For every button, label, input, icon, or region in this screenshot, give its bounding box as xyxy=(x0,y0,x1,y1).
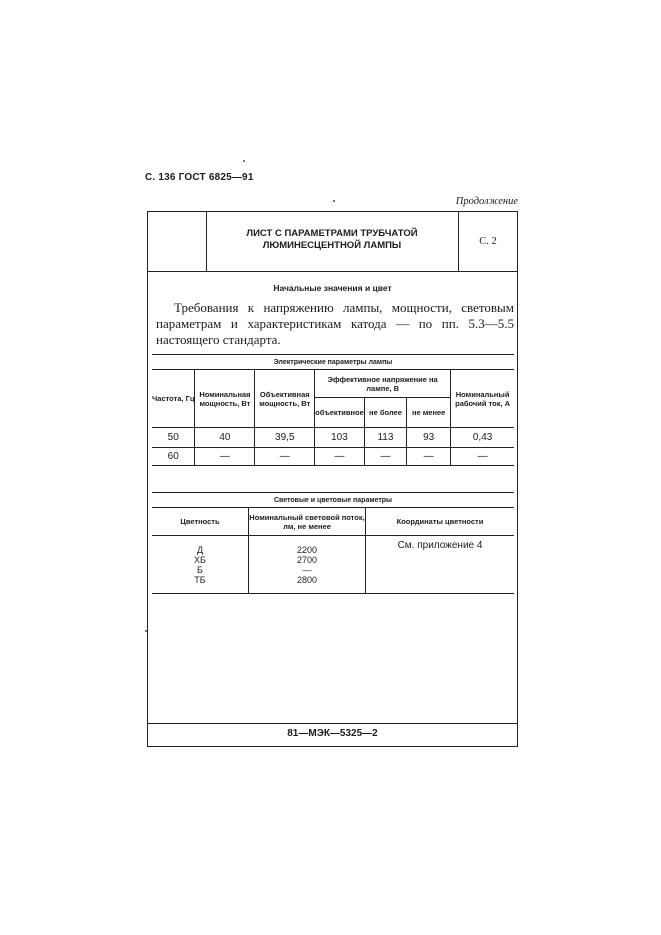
cell-voltage-min: — xyxy=(407,448,451,466)
sheet-footer xyxy=(148,723,517,746)
cell-flux xyxy=(249,536,366,594)
color-d: Д xyxy=(196,544,204,555)
cell-frequency: 50 xyxy=(152,428,195,448)
flux-b: — xyxy=(302,564,312,575)
cell-objective-power: 39,5 xyxy=(255,428,315,448)
light-parameters-table xyxy=(152,492,514,594)
scan-speck xyxy=(333,200,335,202)
cell-voltage-objective: 103 xyxy=(315,428,365,448)
header-voltage-max: не более xyxy=(364,398,406,428)
sheet-title-row xyxy=(148,212,517,272)
header-voltage-objective: объективное xyxy=(315,398,365,428)
header-voltage-min: не менее xyxy=(407,398,451,428)
cell-rated-current: 0,43 xyxy=(451,428,514,448)
title-divider-left xyxy=(206,212,207,271)
page-header: С. 136 ГОСТ 6825—91 xyxy=(145,172,254,183)
cell-voltage-objective: — xyxy=(315,448,365,466)
table-row xyxy=(152,448,514,466)
cell-voltage-min: 93 xyxy=(407,428,451,448)
cell-rated-power: — xyxy=(195,448,255,466)
continued-label: Продолжение xyxy=(455,196,518,207)
sheet-title xyxy=(208,228,456,252)
electrical-table-caption: Электрические параметры лампы xyxy=(152,355,514,370)
cell-objective-power: — xyxy=(255,448,315,466)
header-coords: Координаты цветности xyxy=(366,508,515,536)
color-b: Б xyxy=(197,564,203,575)
cell-colors xyxy=(152,536,249,594)
flux-d: 2200 xyxy=(296,544,318,555)
header-effective-voltage: Эффективное напряжение на лампе, В xyxy=(315,370,451,398)
light-table-caption: Световые и цветовые параметры xyxy=(152,493,514,508)
section-heading: Начальные значения и цвет xyxy=(273,283,392,293)
parameter-sheet xyxy=(147,211,518,747)
scan-speck xyxy=(145,630,147,632)
header-rated-current: Номинальный рабочий ток, А xyxy=(451,370,514,428)
sheet-title-line1: ЛИСТ С ПАРАМЕТРАМИ ТРУБЧАТОЙ xyxy=(246,228,418,239)
header-rated-power: Номинальная мощность, Вт xyxy=(195,370,255,428)
sheet-title-line2: ЛЮМИНЕСЦЕНТНОЙ ЛАМПЫ xyxy=(262,240,402,251)
flux-tb: 2800 xyxy=(296,574,318,585)
cell-rated-current: — xyxy=(451,448,514,466)
flux-hb: 2700 xyxy=(296,554,318,565)
scan-speck xyxy=(243,160,245,162)
table-row xyxy=(152,536,514,594)
footer-code: 81—МЭК—5325—2 xyxy=(287,728,378,739)
requirements-text: Требования к напряжению лампы, мощности, световым параметрам и характеристикам катода — по пп. 5.3—5.5 настоящего стандарта. xyxy=(156,300,514,347)
electrical-parameters-table xyxy=(152,354,514,466)
header-frequency: Частота, Гц xyxy=(152,370,195,428)
color-hb: ХБ xyxy=(194,554,206,565)
sheet-code: С. 2 xyxy=(479,236,497,247)
cell-coords: См. приложение 4 xyxy=(366,536,515,594)
header-objective-power: Объективная мощность, Вт xyxy=(255,370,315,428)
header-flux: Номинальный световой поток, лм, не менее xyxy=(249,508,366,536)
color-tb: ТБ xyxy=(194,574,206,585)
cell-frequency: 60 xyxy=(152,448,195,466)
cell-voltage-max: 113 xyxy=(364,428,406,448)
cell-voltage-max: — xyxy=(364,448,406,466)
table-row xyxy=(152,428,514,448)
cell-rated-power: 40 xyxy=(195,428,255,448)
header-color: Цветность xyxy=(152,508,249,536)
